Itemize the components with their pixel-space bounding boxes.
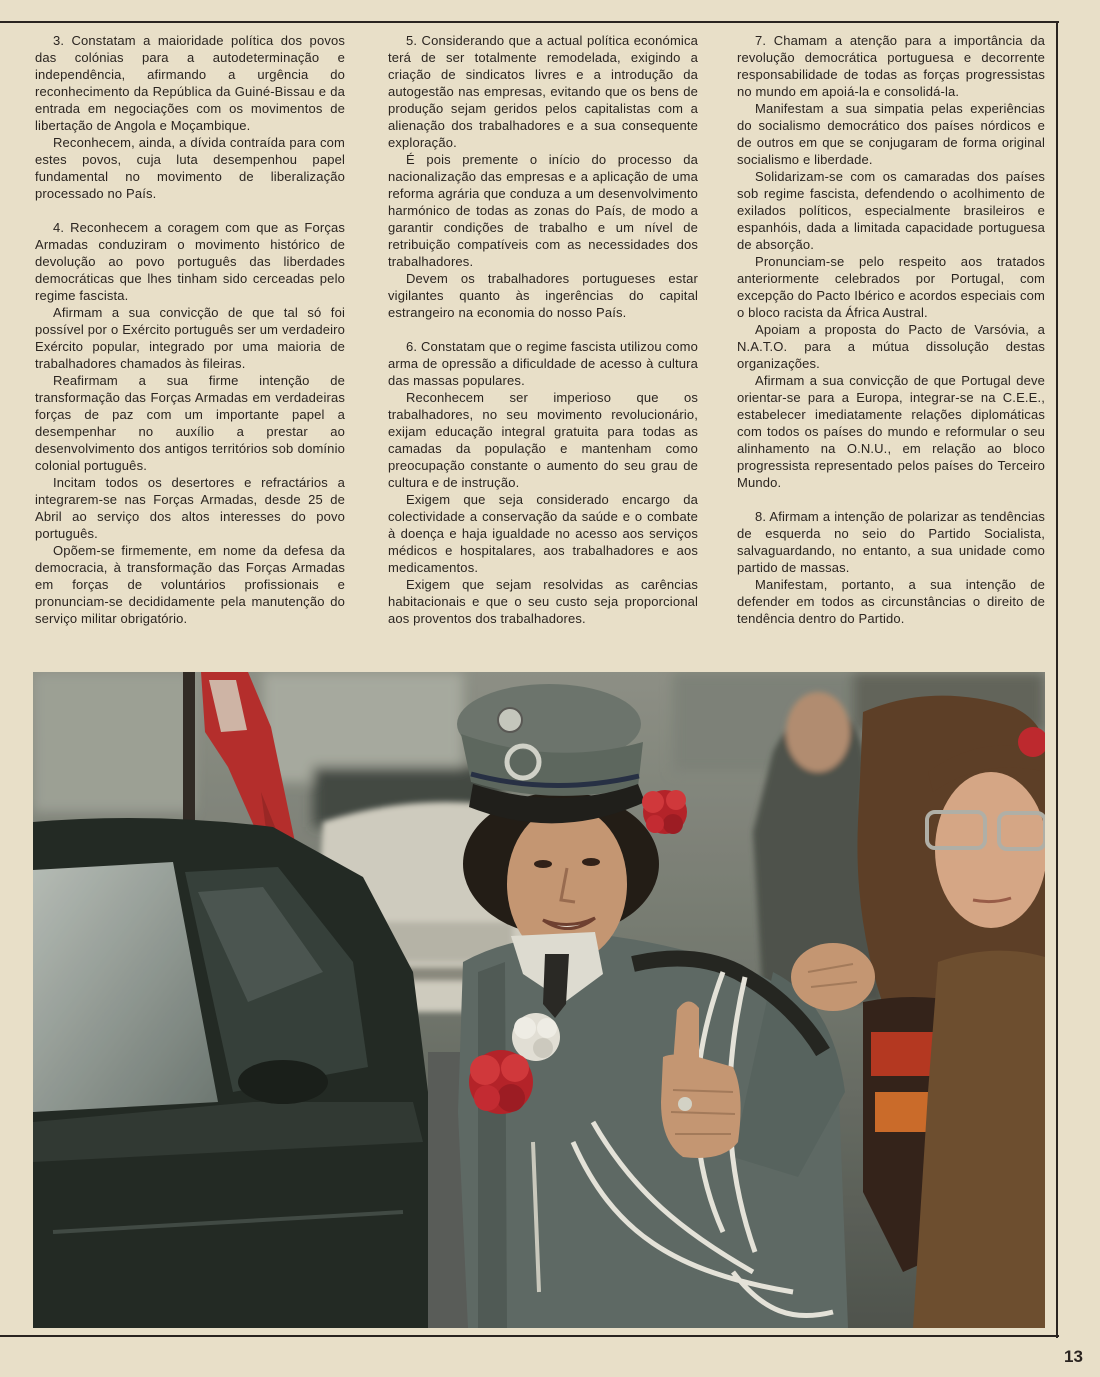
paragraph: Pronunciam-se pelo respeito aos tratados anteriormente celebrados por Portugal, com excepção do Pacto Ibérico e acordos especiais com o bloco racista da África Austral. [737,254,1045,320]
paragraph: Devem os trabalhadores portugueses estar vigilantes quanto às ingerências do capital estrangeiro na economia do nosso País. [388,271,698,320]
bottom-border-rule [0,1335,1059,1337]
photo-tone-overlay [33,672,1045,1328]
paragraph: Manifestam a sua simpatia pelas experiências do socialismo democrático dos países nórdicos e de outros em que se conjugaram de forma original socialismo e liberdade. [737,101,1045,167]
paragraph: Incitam todos os desertores e refractários a integrarem-se nas Forças Armadas, desde 25 de Abril ao serviço dos altos interesses do povo português. [35,475,345,541]
paragraph: É pois premente o início do processo da nacionalização das empresas e a aplicação de uma reforma agrária que conduza a um desenvolvimento harmónico de todas as zonas do País, de modo a garantir condições de trabalho e um nível de retribuição compatíveis com as necessidades dos trabalhadores. [388,152,698,269]
paragraph-point-7: 7. Chamam a atenção para a importância da revolução democrática portuguesa e decorrente responsabilidade de todas as forças progressistas no mundo em apoiá-la e consolidá-la. [737,33,1045,99]
top-border-rule [0,21,1059,23]
right-border-rule [1056,21,1058,1338]
paragraph-point-4: 4. Reconhecem a coragem com que as Forças Armadas conduziram o movimento histórico de devolução ao povo português das liberdades democráticas que lhes tinham sido cerceadas pelo regime fascista. [35,220,345,303]
paragraph: Afirmam a sua convicção de que tal só foi possível por o Exército português ser um verdadeiro Exército popular, integrado por uma maioria de trabalhadores chamados às fileiras. [35,305,345,371]
paragraph-point-8: 8. Afirmam a intenção de polarizar as tendências de esquerda no seio do Partido Socialista, salvaguardando, no entanto, a sua unidade como partido de massas. [737,509,1045,575]
paragraph: Solidarizam-se com os camaradas dos países sob regime fascista, defendendo o acolhimento de exilados políticos, especialmente brasileiros e espanhóis, dada a limitada capacidade portuguesa de absorção. [737,169,1045,252]
paragraph: Manifestam, portanto, a sua intenção de defender em todos as circunstâncias o direito de tendência dentro do Partido. [737,577,1045,626]
paragraph-point-3: 3. Constatam a maioridade política dos povos das colónias para a autodeterminação e independência, afirmando a urgência do reconhecimento da República da Guiné-Bissau e da entrada em negociações com os movimentos de libertação de Angola e Moçambique. [35,33,345,133]
text-column-1 [35,32,345,627]
paragraph: Exigem que sejam resolvidas as carências habitacionais e que o seu custo seja proporcional aos proventos dos trabalhadores. [388,577,698,626]
paragraph: Reconhecem, ainda, a dívida contraída para com estes povos, cuja luta desempenhou papel fundamental no movimento de liberalização processado no País. [35,135,345,201]
paragraph-point-5: 5. Considerando que a actual política económica terá de ser totalmente remodelada, exigindo a criação de sindicatos livres e a introdução da autogestão nas empresas, evitando que os bens de produção sejam geridos pelos capitalistas com a alienação dos trabalhadores e a sua consequente exploração. [388,33,698,150]
page-number: 13 [1064,1347,1083,1366]
photograph [33,672,1045,1328]
paragraph: Apoiam a proposta do Pacto de Varsóvia, a N.A.T.O. para a mútua dissolução destas organizações. [737,322,1045,371]
paragraph: Reafirmam a sua firme intenção de transformação das Forças Armadas em verdadeiras forças de paz com um importante papel a desempenhar no auxílio a prestar ao desenvolvimento dos antigos territórios sob domínio colonial português. [35,373,345,473]
text-column-2 [388,32,698,627]
paragraph: Opõem-se firmemente, em nome da defesa da democracia, à transformação das Forças Armadas em forças de voluntários profissionais e pronunciam-se decididamente pela manutenção do serviço militar obrigatório. [35,543,345,626]
paragraph: Afirmam a sua convicção de que Portugal deve orientar-se para a Europa, integrar-se na C.E.E., estabelecer imediatamente relações diplomáticas com todos os países do mundo e reformular o seu alinhamento na O.N.U., em relação ao bloco progressista representado pelos países do Terceiro Mundo. [737,373,1045,490]
paragraph: Reconhecem ser imperioso que os trabalhadores, no seu movimento revolucionário, exijam educação integral gratuita para todas as camadas da população e mantenham como preocupação constante o aumento do seu grau de cultura e de instrução. [388,390,698,490]
text-column-3 [737,32,1045,627]
paragraph-point-6: 6. Constatam que o regime fascista utilizou como arma de opressão a dificuldade de acesso à cultura das massas populares. [388,339,698,388]
paragraph: Exigem que seja considerado encargo da colectividade a conservação da saúde e o combate à doença e haja igualdade no acesso aos serviços médicos e hospitalares, aos trabalhadores e aos medicamentos. [388,492,698,575]
